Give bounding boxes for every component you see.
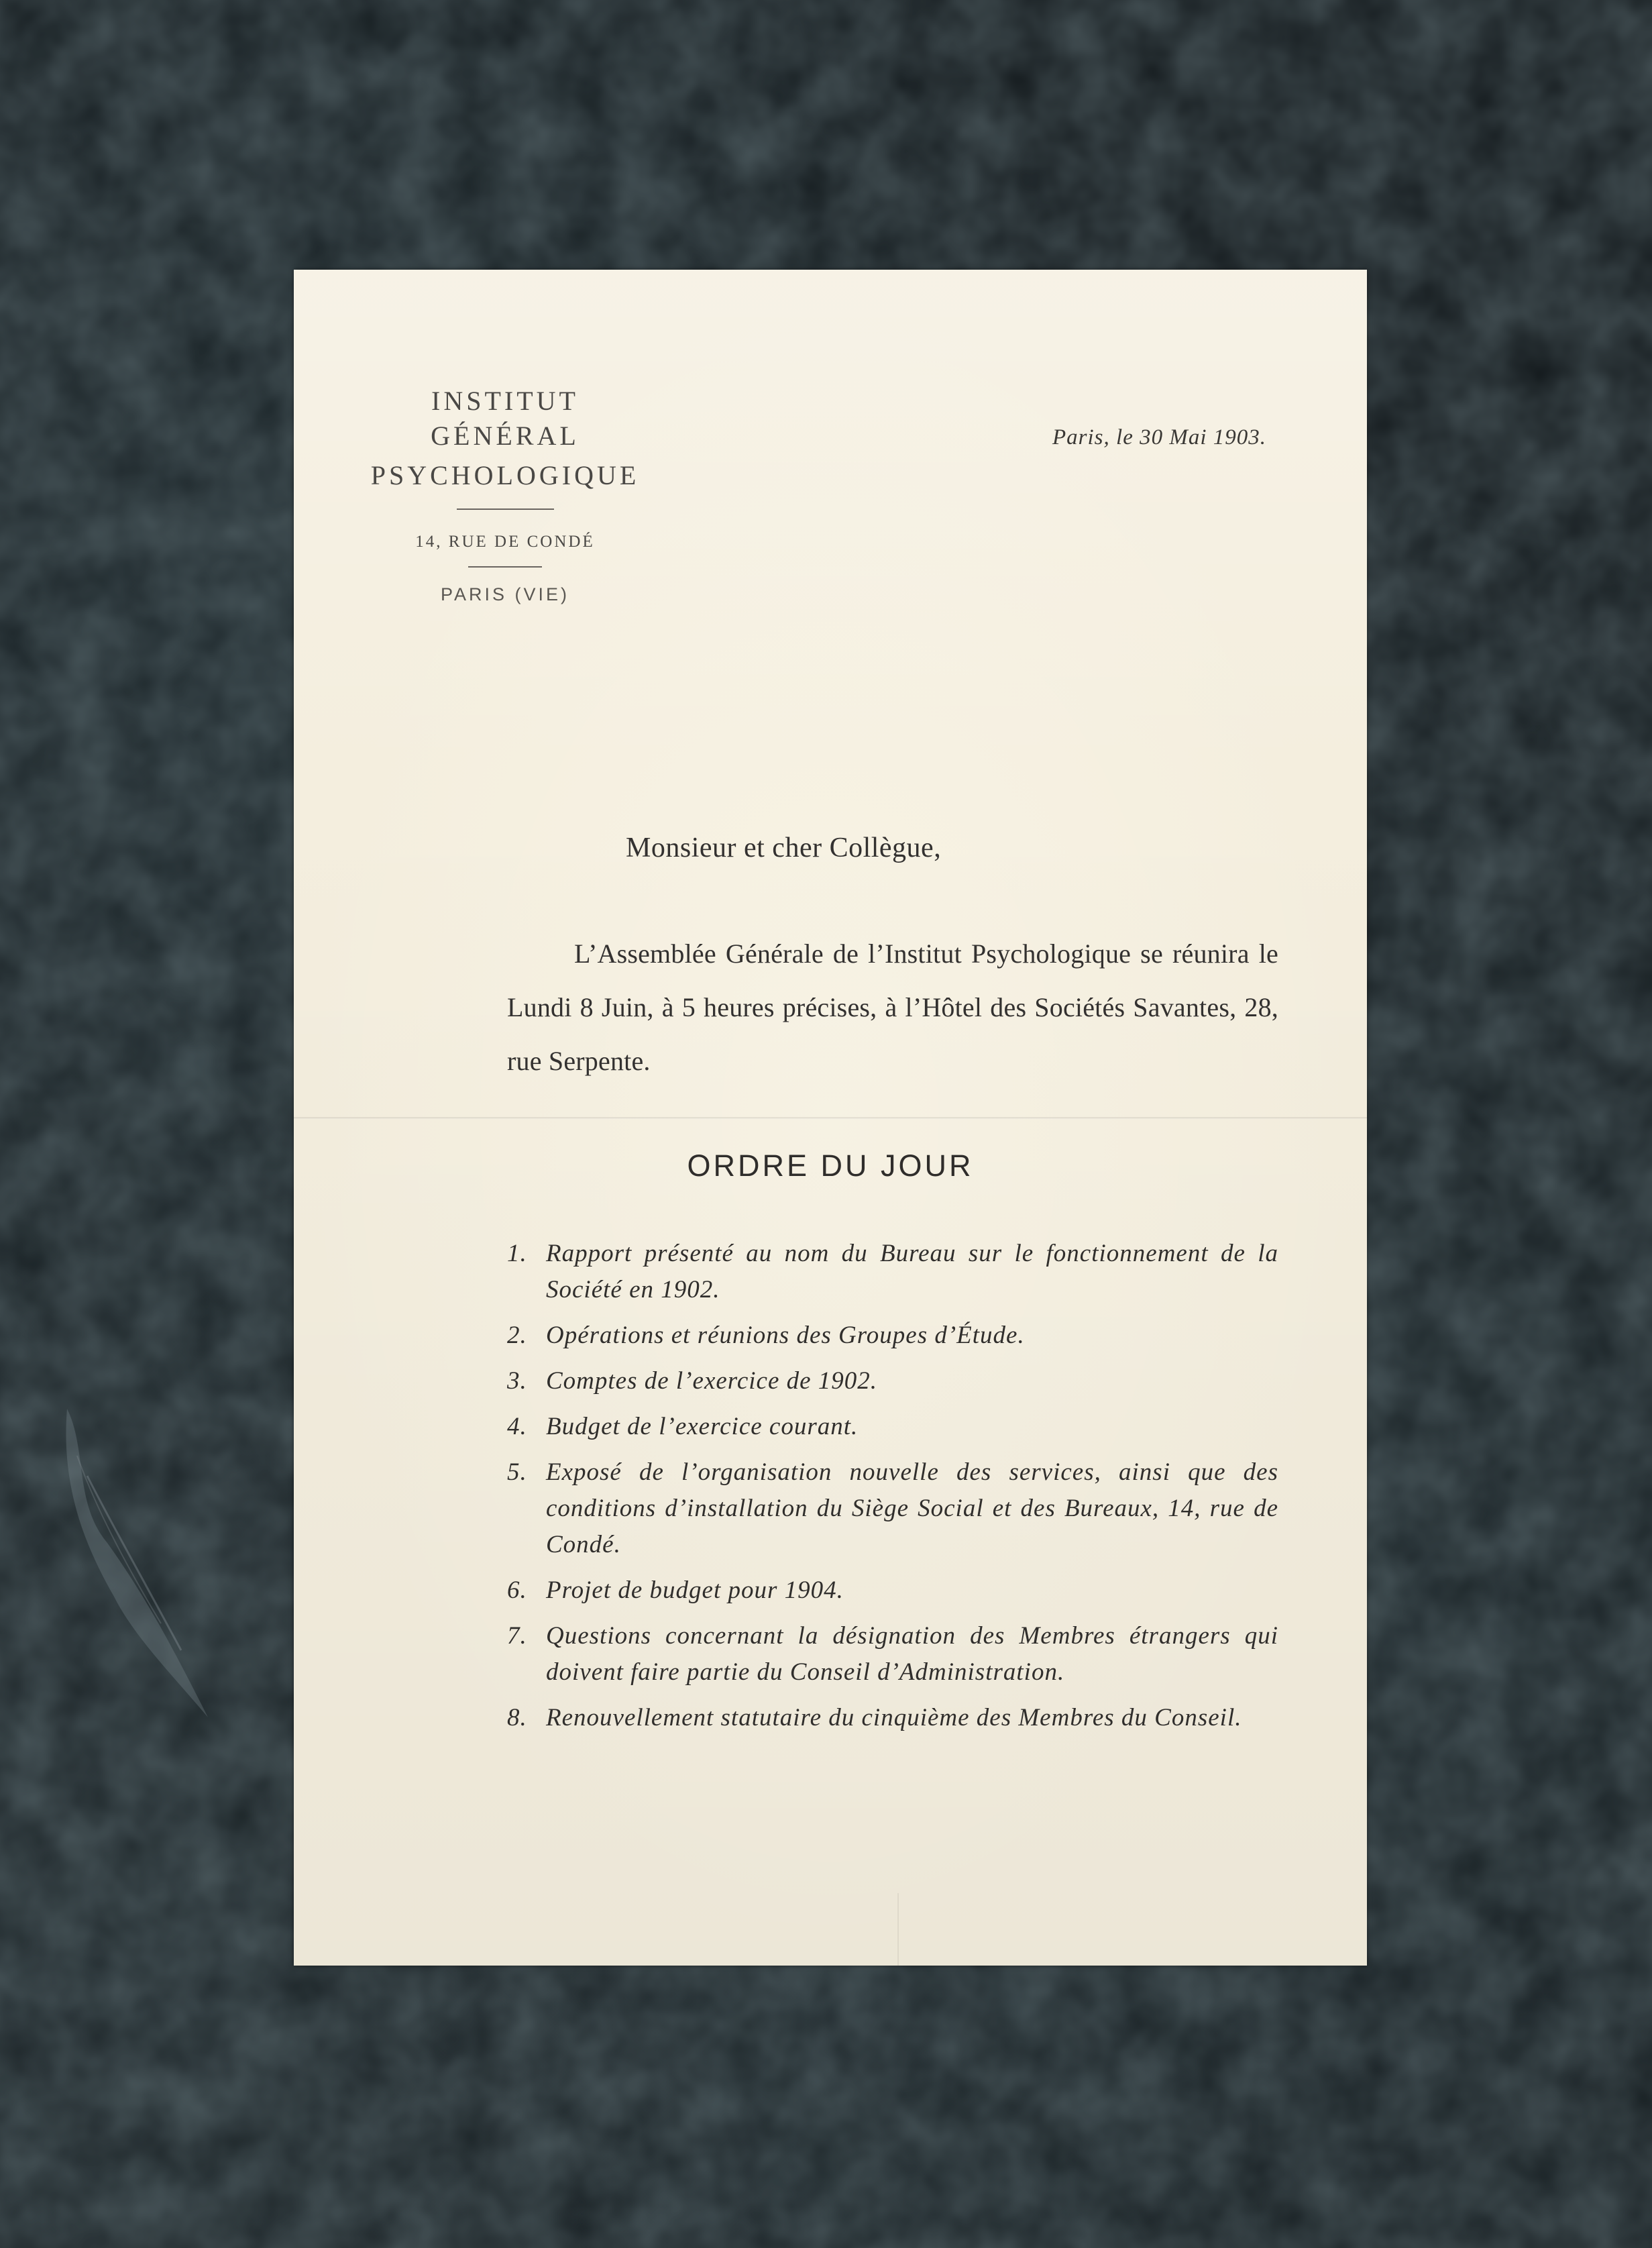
paper-fold	[294, 1117, 1367, 1119]
letterhead-divider	[457, 509, 554, 510]
agenda-item-number: 8.	[507, 1704, 527, 1731]
body-paragraph: L’Assemblée Générale de l’Institut Psychologique se réunira le Lundi 8 Juin, à 5 heures précises, à l’Hôtel des Sociétés Savantes, 28, rue Serpente.	[507, 939, 1278, 1076]
agenda-item	[507, 1409, 1278, 1445]
agenda-item	[507, 1236, 1278, 1308]
agenda-item	[507, 1618, 1278, 1691]
letterhead	[354, 384, 656, 606]
agenda-item	[507, 1572, 1278, 1609]
smudge-mark	[47, 1395, 221, 1731]
letterhead-divider-2	[468, 566, 542, 568]
agenda-title: ORDRE DU JOUR	[687, 1148, 974, 1183]
dateline: Paris, le 30 Mai 1903.	[1052, 425, 1266, 449]
agenda-item-text: Budget de l’exercice courant.	[546, 1413, 859, 1440]
agenda-item-text: Opérations et réunions des Groupes d’Étude.	[546, 1322, 1025, 1349]
salutation: Monsieur et cher Collègue,	[626, 833, 942, 863]
letterhead-city: PARIS (VIE)	[440, 584, 570, 604]
letterhead-name: PSYCHOLOGIQUE	[370, 460, 640, 490]
agenda-item-number: 5.	[507, 1458, 527, 1486]
agenda-item-text: Questions concernant la désignation des Membres étrangers qui doivent faire partie du Conseil d’Administration.	[546, 1622, 1278, 1686]
letterhead-institute: INSTITUT GÉNÉRAL	[431, 386, 580, 451]
agenda-list	[507, 1236, 1278, 1736]
paper-crease	[897, 1893, 899, 1966]
letter-sheet	[294, 270, 1367, 1966]
agenda-item	[507, 1318, 1278, 1354]
agenda-item-text: Renouvellement statutaire du cinquième des Membres du Conseil.	[546, 1704, 1242, 1731]
agenda-item	[507, 1363, 1278, 1399]
agenda-item-text: Exposé de l’organisation nouvelle des services, ainsi que des conditions d’installation du Siège Social et des Bureaux, 14, rue de Condé.	[546, 1458, 1278, 1558]
agenda-item-number: 7.	[507, 1622, 527, 1650]
agenda-item-text: Projet de budget pour 1904.	[546, 1576, 844, 1604]
agenda-item	[507, 1454, 1278, 1563]
agenda-item-number: 4.	[507, 1413, 527, 1440]
agenda-item-text: Rapport présenté au nom du Bureau sur le fonctionnement de la Société en 1902.	[546, 1240, 1278, 1303]
agenda-item-text: Comptes de l’exercice de 1902.	[546, 1367, 878, 1395]
agenda-item-number: 3.	[507, 1367, 527, 1395]
agenda-item-number: 6.	[507, 1576, 527, 1604]
agenda-item	[507, 1700, 1278, 1736]
agenda-item-number: 2.	[507, 1322, 527, 1349]
letterhead-address: 14, RUE DE CONDÉ	[415, 533, 595, 551]
agenda-item-number: 1.	[507, 1240, 527, 1267]
